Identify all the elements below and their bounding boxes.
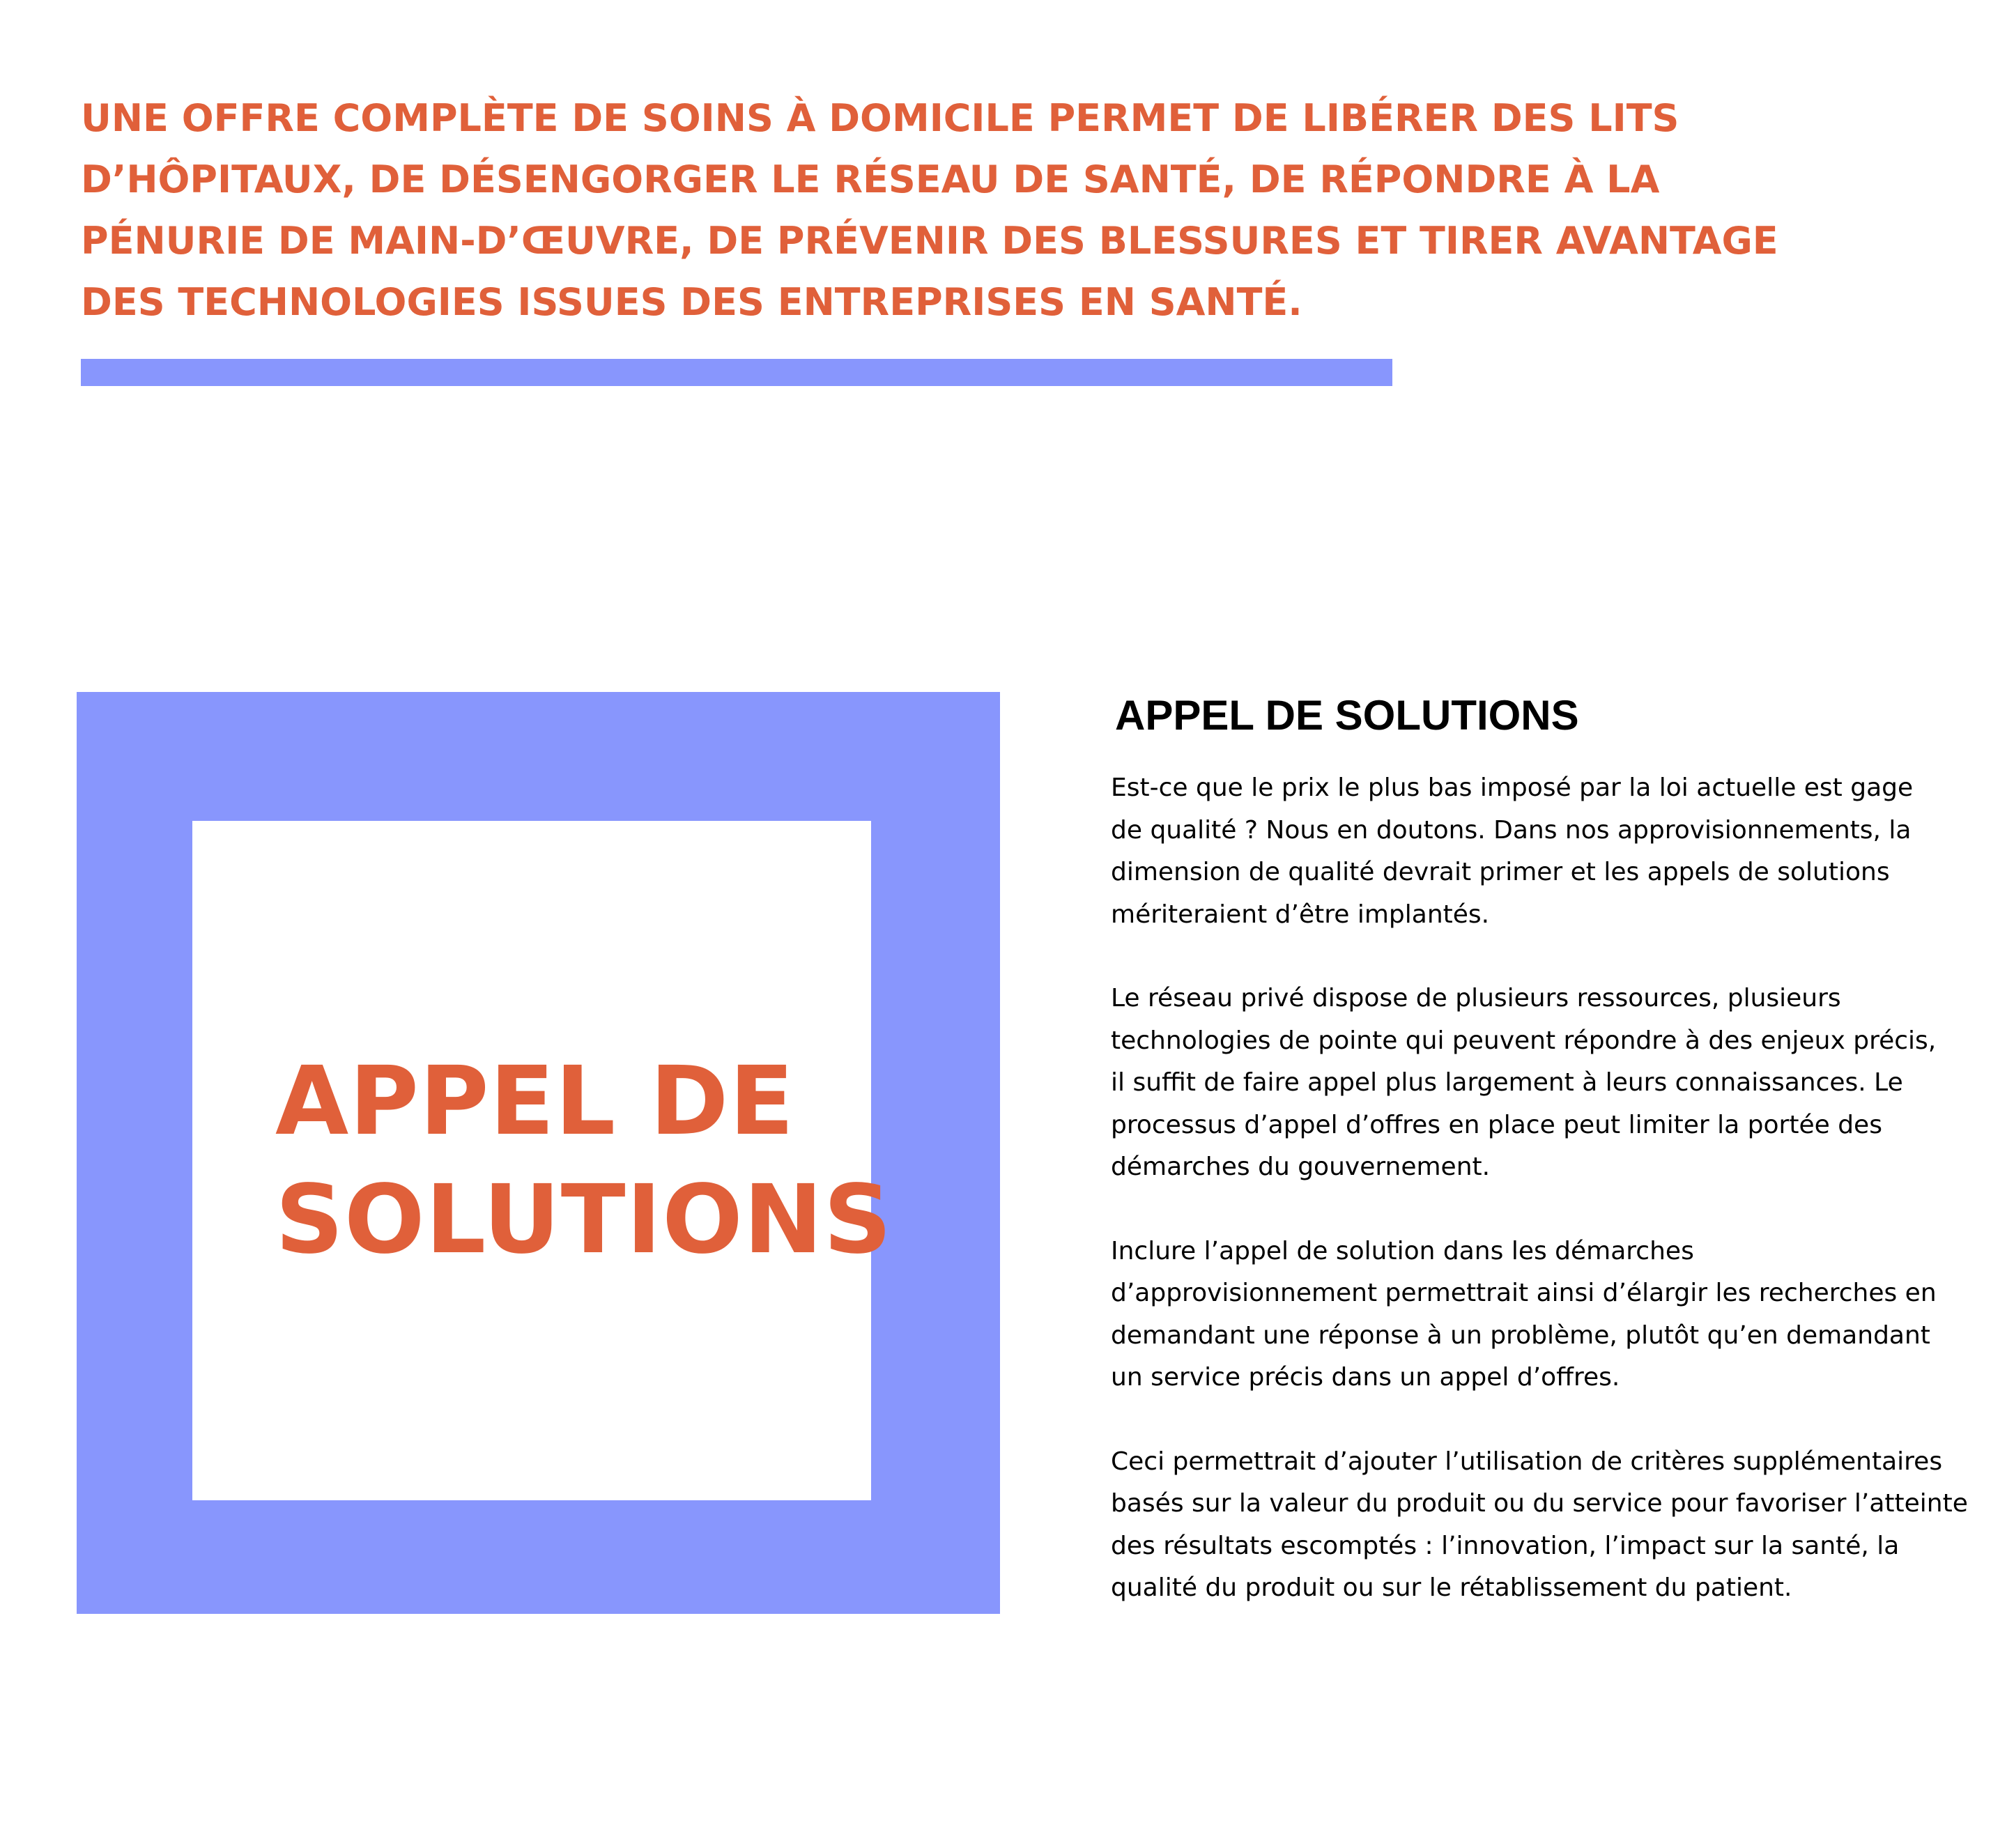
feature-title xyxy=(275,1042,893,1279)
paragraph-line: un service précis dans un appel d’offres. xyxy=(1111,1363,1620,1392)
paragraph-line: il suffit de faire appel plus largement à leurs connaissances. Le xyxy=(1111,1068,1903,1097)
paragraph-line: Le réseau privé dispose de plusieurs ressources, plusieurs xyxy=(1111,984,1841,1012)
article-paragraph xyxy=(1111,1441,1968,1610)
article-paragraph xyxy=(1111,1231,1954,1399)
paragraph-line: mériteraient d’être implantés. xyxy=(1111,900,1490,929)
paragraph-line: technologies de pointe qui peuvent répondre à des enjeux précis, xyxy=(1111,1026,1937,1055)
intro-quote xyxy=(81,88,1778,333)
intro-divider-bar xyxy=(81,359,1392,386)
feature-title-line: APPEL DE xyxy=(275,1047,795,1157)
intro-quote-line: UNE OFFRE COMPLÈTE DE SOINS À DOMICILE PERMET DE LIBÉRER DES LITS xyxy=(81,96,1679,140)
article-heading: APPEL DE SOLUTIONS xyxy=(1115,692,1579,739)
article-paragraph xyxy=(1111,767,1954,936)
paragraph-line: d’approvisionnement permettrait ainsi d’élargir les recherches en xyxy=(1111,1279,1937,1307)
intro-quote-line: D’HÔPITAUX, DE DÉSENGORGER LE RÉSEAU DE SANTÉ, DE RÉPONDRE À LA xyxy=(81,157,1660,201)
paragraph-line: des résultats escomptés : l’innovation, l’impact sur la santé, la xyxy=(1111,1531,1900,1560)
article-paragraph xyxy=(1111,978,1954,1189)
paragraph-line: Est-ce que le prix le plus bas imposé par la loi actuelle est gage xyxy=(1111,773,1914,802)
article xyxy=(1111,686,1968,1610)
feature-inner-panel xyxy=(192,821,893,1500)
paragraph-line: qualité du produit ou sur le rétablissement du patient. xyxy=(1111,1573,1792,1602)
paragraph-line: Ceci permettrait d’ajouter l’utilisation de critères supplémentaires xyxy=(1111,1447,1943,1476)
feature-title-line: SOLUTIONS xyxy=(275,1165,893,1275)
paragraph-line: processus d’appel d’offres en place peut limiter la portée des xyxy=(1111,1110,1882,1139)
intro-quote-line: PÉNURIE DE MAIN-D’ŒUVRE, DE PRÉVENIR DES BLESSURES ET TIRER AVANTAGE xyxy=(81,219,1778,263)
paragraph-line: Inclure l’appel de solution dans les démarches xyxy=(1111,1236,1694,1265)
paragraph-line: dimension de qualité devrait primer et les appels de solutions xyxy=(1111,858,1890,886)
paragraph-line: demandant une réponse à un problème, plutôt qu’en demandant xyxy=(1111,1320,1930,1350)
intro-quote-line: DES TECHNOLOGIES ISSUES DES ENTREPRISES EN SANTÉ. xyxy=(81,280,1302,324)
paragraph-line: basés sur la valeur du produit ou du service pour favoriser l’atteinte xyxy=(1111,1489,1968,1518)
paragraph-line: démarches du gouvernement. xyxy=(1111,1153,1491,1181)
feature-frame xyxy=(77,692,1000,1614)
paragraph-line: de qualité ? Nous en doutons. Dans nos approvisionnements, la xyxy=(1111,815,1912,845)
